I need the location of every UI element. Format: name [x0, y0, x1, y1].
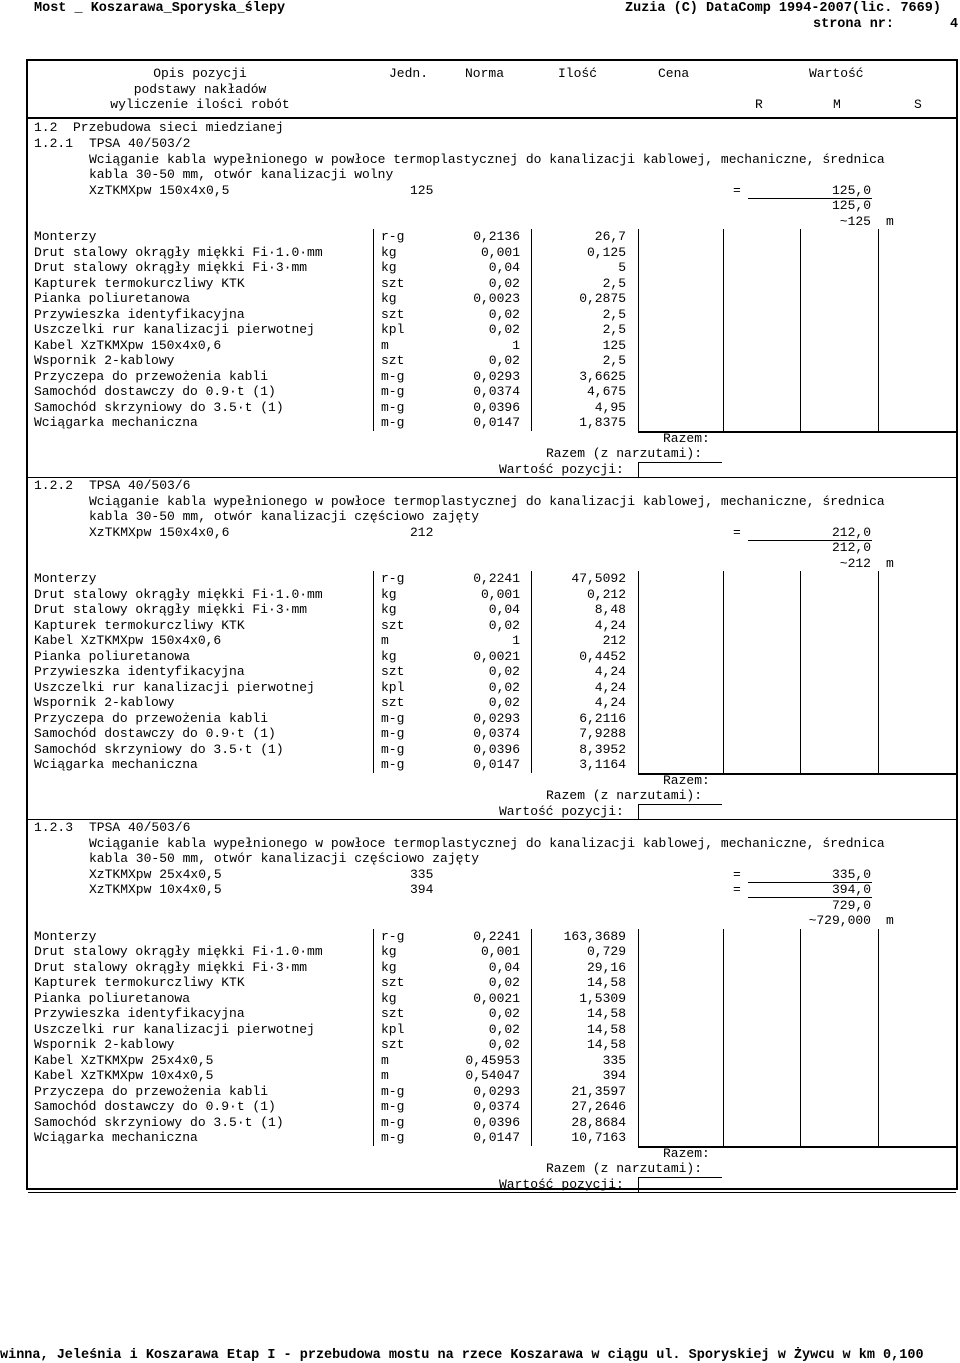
- resource-norm: 0,02: [488, 664, 520, 679]
- resource-unit: kg: [381, 990, 397, 1006]
- resource-unit: m: [381, 633, 389, 648]
- resource-quantity: 1,5309: [579, 990, 626, 1006]
- resource-quantity: 3,1164: [579, 757, 626, 772]
- resource-name: Drut stalowy okrągły miękki Fi·1.0·mm: [34, 244, 323, 260]
- resource-unit: m-g: [381, 710, 405, 726]
- column-separator: [878, 929, 879, 1146]
- resource-quantity: 14,58: [586, 1021, 626, 1037]
- calc-item-name: XzTKMXpw 150x4x0,5: [89, 182, 230, 198]
- resource-norm: 0,2241: [473, 928, 520, 944]
- resource-name: Przywieszka identyfikacyjna: [34, 306, 245, 322]
- position-description-cont: kabla 30-50 mm, otwór kanalizacji wolny: [89, 167, 394, 182]
- column-separator: [878, 229, 879, 431]
- resource-name: Wciągarka mechaniczna: [34, 415, 198, 430]
- resource-quantity: 394: [602, 1068, 626, 1083]
- resource-norm: 0,0396: [473, 399, 520, 415]
- resource-unit: kg: [381, 648, 397, 664]
- calc-item-value: 335,0: [831, 866, 871, 882]
- resource-unit: kg: [381, 602, 397, 617]
- resource-norm: 0,0396: [473, 741, 520, 757]
- resource-name: Drut stalowy okrągły miękki Fi·1.0·mm: [34, 586, 323, 602]
- resource-quantity: 47,5092: [571, 571, 626, 586]
- resource-norm: 1: [512, 337, 520, 353]
- resource-unit: kg: [381, 586, 397, 602]
- resource-quantity: 335: [602, 1052, 626, 1068]
- resource-norm: 0,02: [488, 1021, 520, 1037]
- resource-quantity: 2,5: [602, 353, 626, 368]
- resource-name: Kabel XzTKMXpw 150x4x0,6: [34, 633, 222, 648]
- resource-unit: szt: [381, 695, 405, 710]
- resource-quantity: 0,729: [586, 944, 626, 959]
- column-header-unit: Jedn.: [389, 66, 429, 81]
- column-separator: [638, 929, 639, 1146]
- column-separator: [723, 929, 724, 1146]
- resource-norm: 0,45953: [465, 1052, 520, 1068]
- section-title: 1.2 Przebudowa sieci miedzianej: [34, 120, 284, 135]
- column-header-calculation: wyliczenie ilości robót: [110, 97, 290, 112]
- column-separator: [878, 571, 879, 773]
- column-header-description: Opis pozycji: [153, 66, 247, 81]
- resource-unit: m-g: [381, 415, 405, 430]
- calc-item-quantity: 212: [410, 524, 434, 540]
- resource-quantity: 2,5: [602, 306, 626, 322]
- resource-quantity: 4,24: [594, 664, 626, 679]
- resource-norm: 0,04: [488, 602, 520, 617]
- resource-norm: 0,001: [480, 586, 520, 602]
- position-divider: [28, 1192, 956, 1193]
- resource-norm: 0,0021: [473, 990, 520, 1006]
- resource-unit: kg: [381, 260, 397, 275]
- resource-name: Pianka poliuretanowa: [34, 648, 191, 664]
- resource-quantity: 4,675: [586, 384, 626, 399]
- resource-quantity: 1,8375: [579, 415, 626, 430]
- position-description-cont: kabla 30-50 mm, otwór kanalizacji częściowo zajęty: [89, 509, 480, 524]
- resource-unit: szt: [381, 353, 405, 368]
- value-box-top: [638, 462, 722, 463]
- resource-unit: szt: [381, 1037, 405, 1052]
- resource-name: Uszczelki rur kanalizacji pierwotnej: [34, 322, 315, 337]
- resource-name: Kabel XzTKMXpw 10x4x0,5: [34, 1068, 214, 1083]
- resource-unit: m-g: [381, 726, 405, 741]
- calc-total: ~729,000: [808, 913, 871, 928]
- value-box-top: [638, 1177, 722, 1178]
- resource-norm: 0,02: [488, 1006, 520, 1021]
- resource-unit: kg: [381, 944, 397, 959]
- resource-norm: 0,0147: [473, 415, 520, 430]
- resource-unit: m: [381, 1068, 389, 1083]
- resource-name: Przyczepa do przewożenia kabli: [34, 1083, 269, 1099]
- resource-name: Kabel XzTKMXpw 150x4x0,6: [34, 337, 222, 353]
- resource-norm: 0,02: [488, 353, 520, 368]
- resource-quantity: 14,58: [586, 1037, 626, 1052]
- resource-name: Samochód dostawczy do 0.9·t (1): [34, 726, 276, 741]
- resource-norm: 0,0147: [473, 757, 520, 772]
- resource-unit: m-g: [381, 399, 405, 415]
- resource-quantity: 4,24: [594, 679, 626, 695]
- resource-quantity: 163,3689: [563, 928, 626, 944]
- resource-norm: 0,0147: [473, 1130, 520, 1145]
- resource-name: Wciągarka mechaniczna: [34, 757, 198, 772]
- resource-unit: m-g: [381, 1099, 405, 1114]
- resource-unit: kpl: [381, 679, 405, 695]
- resource-quantity: 2,5: [602, 322, 626, 337]
- summary-total-label: Razem:: [663, 1145, 710, 1161]
- column-header-value: Wartość: [809, 66, 864, 81]
- resource-name: Kapturek termokurczliwy KTK: [34, 275, 245, 291]
- resource-norm: 0,04: [488, 260, 520, 275]
- resource-name: Uszczelki rur kanalizacji pierwotnej: [34, 1021, 315, 1037]
- resource-quantity: 0,125: [586, 244, 626, 260]
- resource-unit: szt: [381, 975, 405, 990]
- column-separator: [638, 571, 639, 773]
- resource-norm: 0,0374: [473, 1099, 520, 1114]
- resource-norm: 0,02: [488, 1037, 520, 1052]
- column-separator: [531, 229, 532, 431]
- resource-quantity: 212: [602, 633, 626, 648]
- column-separator: [800, 229, 801, 431]
- summary-total-label: Razem:: [663, 430, 710, 446]
- resource-unit: m-g: [381, 1130, 405, 1145]
- calc-total: ~212: [839, 555, 871, 571]
- calc-item-value: 394,0: [831, 882, 871, 897]
- calc-item-name: XzTKMXpw 25x4x0,5: [89, 866, 222, 882]
- resource-quantity: 6,2116: [579, 710, 626, 726]
- resource-unit: kpl: [381, 1021, 405, 1037]
- value-box-left: [638, 462, 639, 477]
- resource-unit: szt: [381, 275, 405, 291]
- resource-norm: 1: [512, 633, 520, 648]
- resource-norm: 0,02: [488, 275, 520, 291]
- resource-norm: 0,0374: [473, 726, 520, 741]
- position-description: Wciąganie kabla wypełnionego w powłoce termoplastycznej do kanalizacji kablowej, mechaniczne, średnica: [89, 835, 885, 851]
- resource-unit: szt: [381, 664, 405, 679]
- calc-total-unit: m: [886, 213, 894, 229]
- position-value-label: Wartość pozycji:: [499, 461, 624, 477]
- position-value-label: Wartość pozycji:: [499, 803, 624, 819]
- resource-name: Wspornik 2-kablowy: [34, 1037, 175, 1052]
- resource-name: Pianka poliuretanowa: [34, 291, 191, 306]
- resource-quantity: 2,5: [602, 275, 626, 291]
- document-title: Most _ Koszarawa_Sporyska_ślepy: [34, 1, 286, 16]
- resource-quantity: 7,9288: [579, 726, 626, 741]
- resource-name: Monterzy: [34, 928, 97, 944]
- resource-name: Monterzy: [34, 229, 97, 244]
- resource-norm: 0,0023: [473, 291, 520, 306]
- resource-unit: kpl: [381, 322, 405, 337]
- resource-norm: 0,02: [488, 679, 520, 695]
- column-header-s: S: [914, 97, 922, 112]
- position-code: TPSA 40/503/6: [89, 820, 191, 835]
- resource-norm: 0,02: [488, 695, 520, 710]
- resource-unit: r-g: [381, 928, 405, 944]
- resource-name: Pianka poliuretanowa: [34, 990, 191, 1006]
- resource-name: Uszczelki rur kanalizacji pierwotnej: [34, 679, 315, 695]
- page-label: strona nr:: [813, 17, 895, 32]
- resource-unit: m-g: [381, 757, 405, 772]
- resource-name: Wspornik 2-kablowy: [34, 695, 175, 710]
- resource-name: Kapturek termokurczliwy KTK: [34, 975, 245, 990]
- resource-norm: 0,02: [488, 975, 520, 990]
- position-description-cont: kabla 30-50 mm, otwór kanalizacji częściowo zajęty: [89, 851, 480, 866]
- resource-quantity: 14,58: [586, 975, 626, 990]
- resource-norm: 0,0374: [473, 384, 520, 399]
- resource-norm: 0,02: [488, 617, 520, 633]
- column-separator: [531, 929, 532, 1146]
- resource-quantity: 27,2646: [571, 1099, 626, 1114]
- resource-unit: szt: [381, 617, 405, 633]
- resource-unit: m-g: [381, 1083, 405, 1099]
- resource-quantity: 5: [618, 260, 626, 275]
- software-license: Zuzia (C) DataComp 1994-2007(lic. 7669): [625, 1, 941, 16]
- calc-item-quantity: 125: [410, 182, 434, 198]
- resource-name: Wciągarka mechaniczna: [34, 1130, 198, 1145]
- resource-name: Przywieszka identyfikacyjna: [34, 1006, 245, 1021]
- resource-name: Przywieszka identyfikacyjna: [34, 664, 245, 679]
- column-header-norm: Norma: [465, 66, 505, 81]
- summary-total-markup-label: Razem (z narzutami):: [546, 446, 703, 461]
- position-id: 1.2.3: [34, 820, 74, 835]
- resource-quantity: 29,16: [586, 959, 626, 975]
- summary-total-label: Razem:: [663, 772, 710, 788]
- column-header-price: Cena: [658, 66, 690, 81]
- resource-norm: 0,2136: [473, 229, 520, 244]
- column-separator: [800, 929, 801, 1146]
- column-separator: [723, 571, 724, 773]
- resource-name: Samochód dostawczy do 0.9·t (1): [34, 384, 276, 399]
- resource-unit: m-g: [381, 741, 405, 757]
- resource-unit: r-g: [381, 229, 405, 244]
- calc-item-name: XzTKMXpw 150x4x0,6: [89, 524, 230, 540]
- resource-norm: 0,001: [480, 244, 520, 260]
- position-code: TPSA 40/503/6: [89, 478, 191, 493]
- resource-name: Samochód skrzyniowy do 3.5·t (1): [34, 741, 284, 757]
- calc-equals-sign: =: [733, 882, 741, 897]
- project-footer: winna, Jeleśnia i Koszarawa Etap I - przebudowa mostu na rzece Koszarawa w ciągu ul. Sporyskiej w Żywcu w km 0,100: [0, 1348, 924, 1363]
- calc-item-value: 212,0: [831, 524, 871, 540]
- resource-norm: 0,0021: [473, 648, 520, 664]
- column-header-basis: podstawy nakładów: [133, 82, 267, 97]
- resource-name: Monterzy: [34, 571, 97, 586]
- resource-unit: m-g: [381, 368, 405, 384]
- resource-unit: r-g: [381, 571, 405, 586]
- resource-name: Drut stalowy okrągły miękki Fi·3·mm: [34, 959, 308, 975]
- column-header-quantity: Ilość: [558, 66, 598, 81]
- summary-total-markup-label: Razem (z narzutami):: [546, 788, 703, 803]
- resource-quantity: 0,2875: [579, 291, 626, 306]
- resource-quantity: 4,24: [594, 617, 626, 633]
- resource-unit: m: [381, 1052, 389, 1068]
- resource-norm: 0,2241: [473, 571, 520, 586]
- position-id: 1.2.2: [34, 478, 74, 493]
- calc-total: ~125: [839, 213, 871, 229]
- resource-unit: m: [381, 337, 389, 353]
- resource-unit: szt: [381, 306, 405, 322]
- resource-name: Przyczepa do przewożenia kabli: [34, 368, 269, 384]
- resource-name: Drut stalowy okrągły miękki Fi·1.0·mm: [34, 944, 323, 959]
- position-code: TPSA 40/503/2: [89, 136, 191, 151]
- resource-norm: 0,0396: [473, 1114, 520, 1130]
- calc-equals-sign: =: [733, 524, 741, 540]
- resource-name: Kapturek termokurczliwy KTK: [34, 617, 245, 633]
- calc-item-quantity: 394: [410, 882, 434, 897]
- resource-unit: kg: [381, 244, 397, 260]
- calc-sum: 125,0: [831, 198, 871, 213]
- column-separator: [723, 229, 724, 431]
- resource-quantity: 10,7163: [571, 1130, 626, 1145]
- position-description: Wciąganie kabla wypełnionego w powłoce termoplastycznej do kanalizacji kablowej, mechaniczne, średnica: [89, 493, 885, 509]
- value-box-left: [638, 1177, 639, 1192]
- calc-total-unit: m: [886, 913, 894, 928]
- column-header-m: M: [833, 97, 841, 112]
- resource-norm: 0,02: [488, 306, 520, 322]
- resource-quantity: 125: [602, 337, 626, 353]
- resource-unit: szt: [381, 1006, 405, 1021]
- resource-name: Przyczepa do przewożenia kabli: [34, 710, 269, 726]
- position-id: 1.2.1: [34, 136, 74, 151]
- resource-quantity: 26,7: [594, 229, 626, 244]
- position-description: Wciąganie kabla wypełnionego w powłoce termoplastycznej do kanalizacji kablowej, mechaniczne, średnica: [89, 151, 885, 167]
- resource-norm: 0,0293: [473, 710, 520, 726]
- column-header-r: R: [755, 97, 763, 112]
- calc-sum: 729,0: [831, 897, 871, 913]
- resource-name: Kabel XzTKMXpw 25x4x0,5: [34, 1052, 214, 1068]
- position-value-label: Wartość pozycji:: [499, 1176, 624, 1192]
- resource-norm: 0,0293: [473, 1083, 520, 1099]
- resource-quantity: 0,4452: [579, 648, 626, 664]
- page-number: 4: [950, 17, 959, 32]
- calc-equals-sign: =: [733, 182, 741, 198]
- column-separator: [373, 571, 374, 773]
- resource-norm: 0,001: [480, 944, 520, 959]
- resource-quantity: 0,212: [586, 586, 626, 602]
- resource-norm: 0,54047: [465, 1068, 520, 1083]
- header-divider: [28, 117, 956, 119]
- column-separator: [638, 229, 639, 431]
- resource-quantity: 4,95: [594, 399, 626, 415]
- summary-total-markup-label: Razem (z narzutami):: [546, 1161, 703, 1176]
- column-separator: [373, 229, 374, 431]
- resource-quantity: 21,3597: [571, 1083, 626, 1099]
- resource-quantity: 4,24: [594, 695, 626, 710]
- resource-name: Samochód skrzyniowy do 3.5·t (1): [34, 399, 284, 415]
- resource-name: Drut stalowy okrągły miękki Fi·3·mm: [34, 260, 308, 275]
- column-separator: [531, 571, 532, 773]
- resource-norm: 0,04: [488, 959, 520, 975]
- resource-norm: 0,02: [488, 322, 520, 337]
- calc-item-quantity: 335: [410, 866, 434, 882]
- resource-quantity: 8,48: [594, 602, 626, 617]
- column-separator: [800, 571, 801, 773]
- resource-name: Drut stalowy okrągły miękki Fi·3·mm: [34, 602, 308, 617]
- calc-item-name: XzTKMXpw 10x4x0,5: [89, 882, 222, 897]
- resource-unit: m-g: [381, 384, 405, 399]
- resource-name: Samochód skrzyniowy do 3.5·t (1): [34, 1114, 284, 1130]
- resource-unit: kg: [381, 291, 397, 306]
- column-separator: [373, 929, 374, 1146]
- resource-name: Samochód dostawczy do 0.9·t (1): [34, 1099, 276, 1114]
- calc-equals-sign: =: [733, 866, 741, 882]
- calc-total-unit: m: [886, 555, 894, 571]
- calc-sum: 212,0: [831, 540, 871, 555]
- resource-unit: kg: [381, 959, 397, 975]
- value-box-top: [638, 804, 722, 805]
- value-box-left: [638, 804, 639, 819]
- resource-quantity: 28,8684: [571, 1114, 626, 1130]
- resource-quantity: 8,3952: [579, 741, 626, 757]
- resource-quantity: 14,58: [586, 1006, 626, 1021]
- resource-name: Wspornik 2-kablowy: [34, 353, 175, 368]
- resource-norm: 0,0293: [473, 368, 520, 384]
- calc-item-value: 125,0: [831, 182, 871, 198]
- resource-quantity: 3,6625: [579, 368, 626, 384]
- resource-unit: m-g: [381, 1114, 405, 1130]
